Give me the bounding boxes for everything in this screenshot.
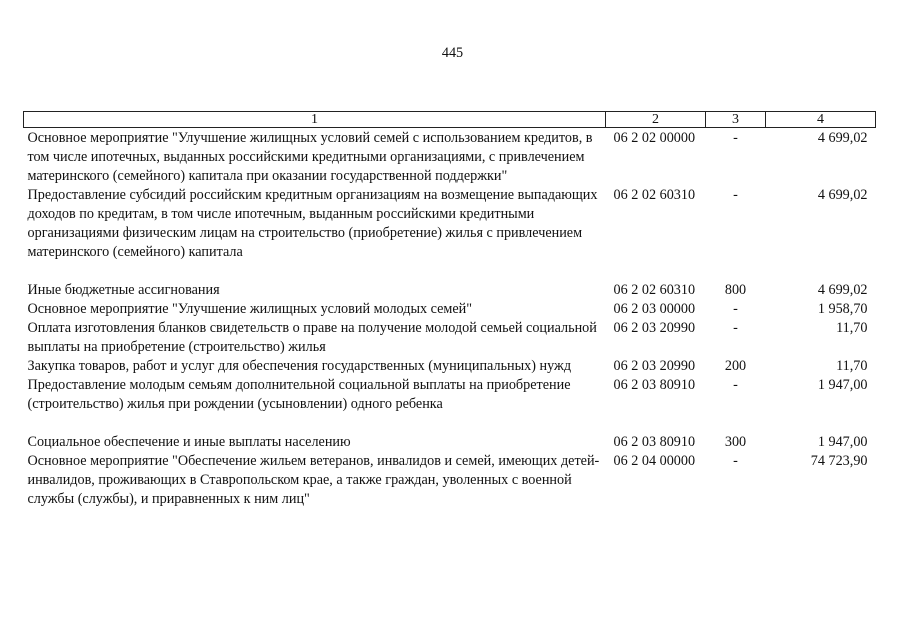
table-row [24,452,876,509]
row-type: - [733,453,738,469]
column-header-type: 3 [706,112,766,128]
row-code: 06 2 02 00000 [613,130,696,146]
row-amount: 11,70 [836,320,868,336]
row-amount: 4 699,02 [817,130,868,146]
column-header-code: 2 [606,112,706,128]
row-name: Иные бюджетные ассигнования [27,282,220,298]
row-name: Закупка товаров, работ и услуг для обеспечения государственных (муниципальных) нужд [27,358,572,374]
row-amount: 11,70 [836,358,868,374]
row-name: Оплата изготовления бланков свидетельств о праве на получение молодой семьей социальной выплаты на приобретение (строительство) жилья [27,320,597,355]
table-row [24,186,876,262]
row-code: 06 2 02 60310 [613,187,696,203]
budget-table [23,111,876,509]
table-row [24,319,876,357]
page-number: 445 [441,45,464,61]
table-row [24,262,876,300]
table-row [24,357,876,376]
row-name: Социальное обеспечение и иные выплаты населению [27,434,351,450]
row-type: - [733,320,738,336]
row-code: 06 2 03 00000 [613,301,696,317]
row-type: 800 [724,282,747,298]
table-row [24,128,876,187]
table-row [24,414,876,452]
row-amount: 4 699,02 [817,187,868,203]
row-amount: 4 699,02 [817,282,868,298]
column-header-amount: 4 [766,112,876,128]
column-header-name: 1 [24,112,606,128]
row-code: 06 2 03 80910 [613,434,696,450]
row-code: 06 2 03 80910 [613,377,696,393]
row-type: - [733,377,738,393]
row-amount: 1 958,70 [817,301,868,317]
row-code: 06 2 03 20990 [613,358,696,374]
row-type: 200 [724,358,747,374]
row-name: Основное мероприятие "Обеспечение жильем ветеранов, инвалидов и семей, имеющих детей-инвалидов, проживающих в Ставропольском крае, а также граждан, уволенных с военной службы (службы), и приравненных к ним лиц" [27,453,600,507]
row-code: 06 2 04 00000 [613,453,696,469]
row-name: Предоставление субсидий российским кредитным организациям на возмещение выпадающих доходов по кредитам, в том числе ипотечным, выданным российскими кредитными организациями физическим лицам на строительство (приобретение) жилья с привлечением материнского (семейного) капитала [27,187,598,260]
row-type: - [733,301,738,317]
table-header-row [24,112,876,128]
row-amount: 74 723,90 [810,453,868,469]
row-code: 06 2 03 20990 [613,320,696,336]
table-row [24,300,876,319]
row-name: Основное мероприятие "Улучшение жилищных условий семей с использованием кредитов, в том числе ипотечных, выданных российскими кредитными организациями, с привлечением материнского (семейного) капитала при оказании государственной поддержки" [27,130,593,184]
row-amount: 1 947,00 [817,434,868,450]
row-type: - [733,187,738,203]
row-name: Основное мероприятие "Улучшение жилищных условий молодых семей" [27,301,473,317]
row-amount: 1 947,00 [817,377,868,393]
row-name: Предоставление молодым семьям дополнительной социальной выплаты на приобретение (строительство) жилья при рождении (усыновлении) одного ребенка [27,377,571,412]
row-type: - [733,130,738,146]
row-code: 06 2 02 60310 [613,282,696,298]
row-type: 300 [724,434,747,450]
table-row [24,376,876,414]
